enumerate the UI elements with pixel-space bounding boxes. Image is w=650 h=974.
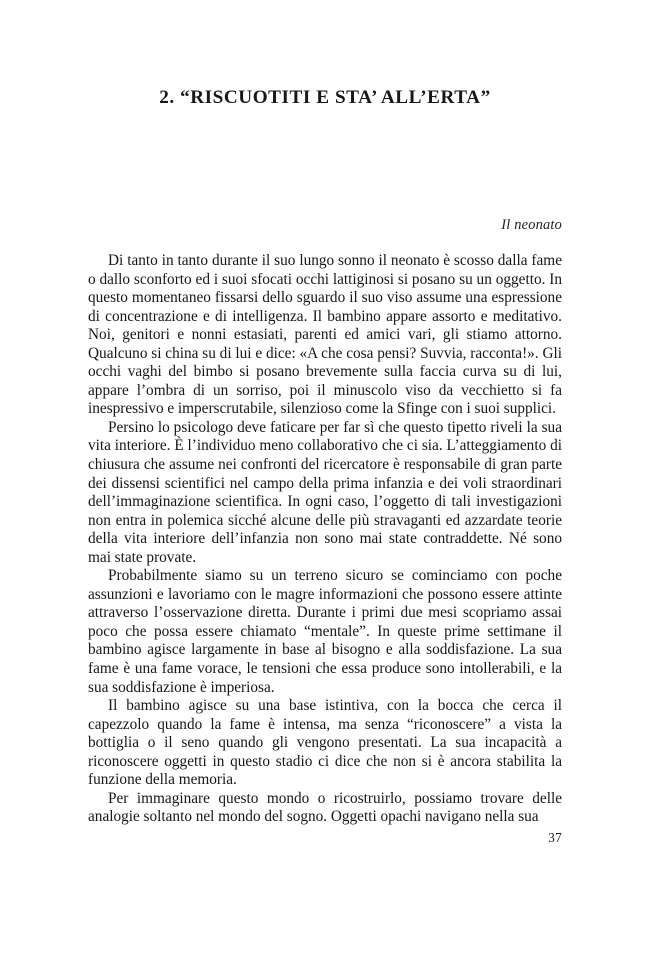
chapter-title: 2. “RISCUOTITI E STA’ ALL’ERTA” (159, 86, 491, 108)
page-number: 37 (548, 830, 562, 845)
body-paragraph: Di tanto in tanto durante il suo lungo sonno il neonato è scosso dalla fame o dallo sconforto ed i suoi sfocati occhi lattiginosi si posano su un oggetto. In questo momentaneo fissarsi dello sguardo il suo viso assume una espressione di concentrazione e di intelligenza. Il bambino appare assorto e meditativo. Noi, genitori e nonni estasiati, parenti ed amici vari, gli stiamo attorno. Qualcuno si china su di lui e dice: «A che cosa pensi? Suvvia, racconta!». Gli occhi vaghi del bimbo si posano brevemente sulla faccia curva su di lui, appare l’ombra di un sorriso, poi il minuscolo viso da vecchietto si fa inespressivo e imperscrutabile, silenzioso come la Sfinge con i suoi supplici. (88, 252, 562, 418)
section-label: Il neonato (501, 217, 562, 233)
body-paragraph: Per immaginare questo mondo o ricostruirlo, possiamo trovare delle analogie soltanto nel mondo del sogno. Oggetti opachi navigano nella sua (88, 789, 562, 826)
body-text-block (88, 252, 562, 827)
body-paragraph: Probabilmente siamo su un terreno sicuro se cominciamo con poche assunzioni e lavoriamo con le magre informazioni che possono essere attinte attraverso l’osservazione diretta. Durante i primi due mesi scopriamo assai poco che possa essere chiamato “mentale”. In queste prime settimane il bambino agisce largamente in base al bisogno e alla soddisfazione. La sua fame è una fame vorace, le tensioni che essa produce sono intollerabili, e la sua soddisfazione è imperiosa. (88, 567, 562, 696)
body-paragraph: Il bambino agisce su una base istintiva, con la bocca che cerca il capezzolo quando la fame è intensa, ma senza “riconoscere” a vista la bottiglia o il seno quando gli vengono presentati. La sua incapacità a riconoscere oggetti in questo stadio ci dice che non si è ancora stabilita la funzione della memoria. (88, 697, 562, 789)
body-paragraph: Persino lo psicologo deve faticare per far sì che questo tipetto riveli la sua vita interiore. È l’individuo meno collaborativo che ci sia. L’atteggiamento di chiusura che assume nei confronti del ricercatore è responsabile di gran parte dei dissensi scientifici nel campo della prima infanzia e dei voli straordinari dell’immaginazione scientifica. In ogni caso, l’oggetto di tali investigazioni non entra in polemica sicché alcune delle più stravaganti ed azzardate teorie della vita interiore dell’infanzia non sono mai state contraddette. Né sono mai state provate. (88, 418, 562, 566)
